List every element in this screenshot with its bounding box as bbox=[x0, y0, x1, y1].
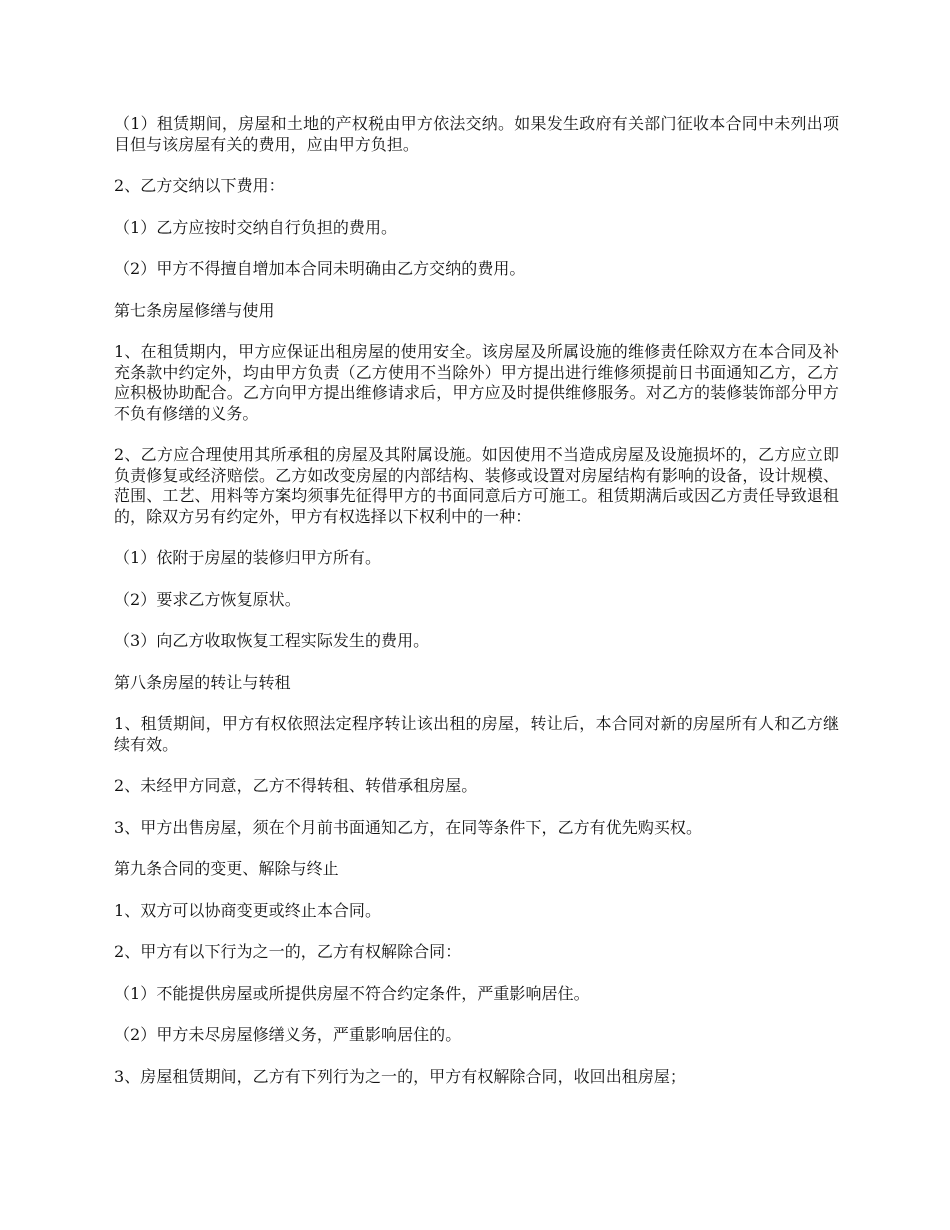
paragraph-article-7-clause-1: 1、在租赁期内，甲方应保证出租房屋的使用安全。该房屋及所属设施的维修责任除双方在本合同及补充条款中约定外，均由甲方负责（乙方使用不当除外）甲方提出进行维修须提前日书面通知乙方，乙方应积极协助配合。乙方向甲方提出维修请求后，甲方应及时提供维修服务。对乙方的装修装饰部分甲方不负有修缮的义务。 bbox=[114, 342, 839, 423]
paragraph-article-9-item-1: （1）不能提供房屋或所提供房屋不符合约定条件，严重影响居住。 bbox=[114, 983, 590, 1003]
paragraph-tenant-fees-item-2: （2）甲方不得擅自增加本合同未明确由乙方交纳的费用。 bbox=[114, 259, 526, 278]
paragraph-tenant-fees-heading: 2、乙方交纳以下费用： bbox=[114, 176, 285, 195]
paragraph-article-9-clause-2: 2、甲方有以下行为之一的，乙方有权解除合同： bbox=[114, 942, 462, 961]
paragraph-article-7-option-2: （2）要求乙方恢复原状。 bbox=[114, 589, 301, 609]
paragraph-article-9-clause-3: 3、房屋租赁期间，乙方有下列行为之一的，甲方有权解除合同，收回出租房屋； bbox=[114, 1066, 686, 1086]
section-heading-article-7: 第七条房屋修缮与使用 bbox=[114, 300, 275, 320]
paragraph-article-8-clause-2: 2、未经甲方同意，乙方不得转租、转借承租房屋。 bbox=[114, 776, 478, 795]
paragraph-article-8-clause-3: 3、甲方出售房屋，须在个月前书面通知乙方，在同等条件下，乙方有优先购买权。 bbox=[114, 817, 703, 837]
section-heading-article-9: 第九条合同的变更、解除与终止 bbox=[114, 859, 339, 878]
paragraph-article-9-item-2: （2）甲方未尽房屋修缮义务，严重影响居住的。 bbox=[114, 1025, 462, 1044]
paragraph-tenant-fees-item-1: （1）乙方应按时交纳自行负担的费用。 bbox=[114, 217, 398, 237]
paragraph-article-7-option-1: （1）依附于房屋的装修归甲方所有。 bbox=[114, 548, 382, 567]
paragraph-article-9-clause-1: 1、双方可以协商变更或终止本合同。 bbox=[114, 900, 382, 920]
paragraph-article-8-clause-1: 1、租赁期间，甲方有权依照法定程序转让该出租的房屋，转让后，本合同对新的房屋所有人和乙方继续有效。 bbox=[114, 714, 839, 754]
paragraph-article-7-clause-2: 2、乙方应合理使用其所承租的房屋及其附属设施。如因使用不当造成房屋及设施损坏的，乙方应立即负责修复或经济赔偿。乙方如改变房屋的内部结构、装修或设置对房屋结构有影响的设备，设计规模、范围、工艺、用料等方案均须事先征得甲方的书面同意后方可施工。租赁期满后或因乙方责任导致退租的，除双方另有约定外，甲方有权选择以下权利中的一种： bbox=[114, 445, 839, 526]
document-page bbox=[114, 114, 839, 1108]
section-heading-article-8: 第八条房屋的转让与转租 bbox=[114, 672, 291, 692]
paragraph-property-tax: （1）租赁期间，房屋和土地的产权税由甲方依法交纳。如果发生政府有关部门征收本合同中未列出项目但与该房屋有关的费用，应由甲方负担。 bbox=[114, 114, 839, 154]
paragraph-article-7-option-3: （3）向乙方收取恢复工程实际发生的费用。 bbox=[114, 631, 430, 650]
